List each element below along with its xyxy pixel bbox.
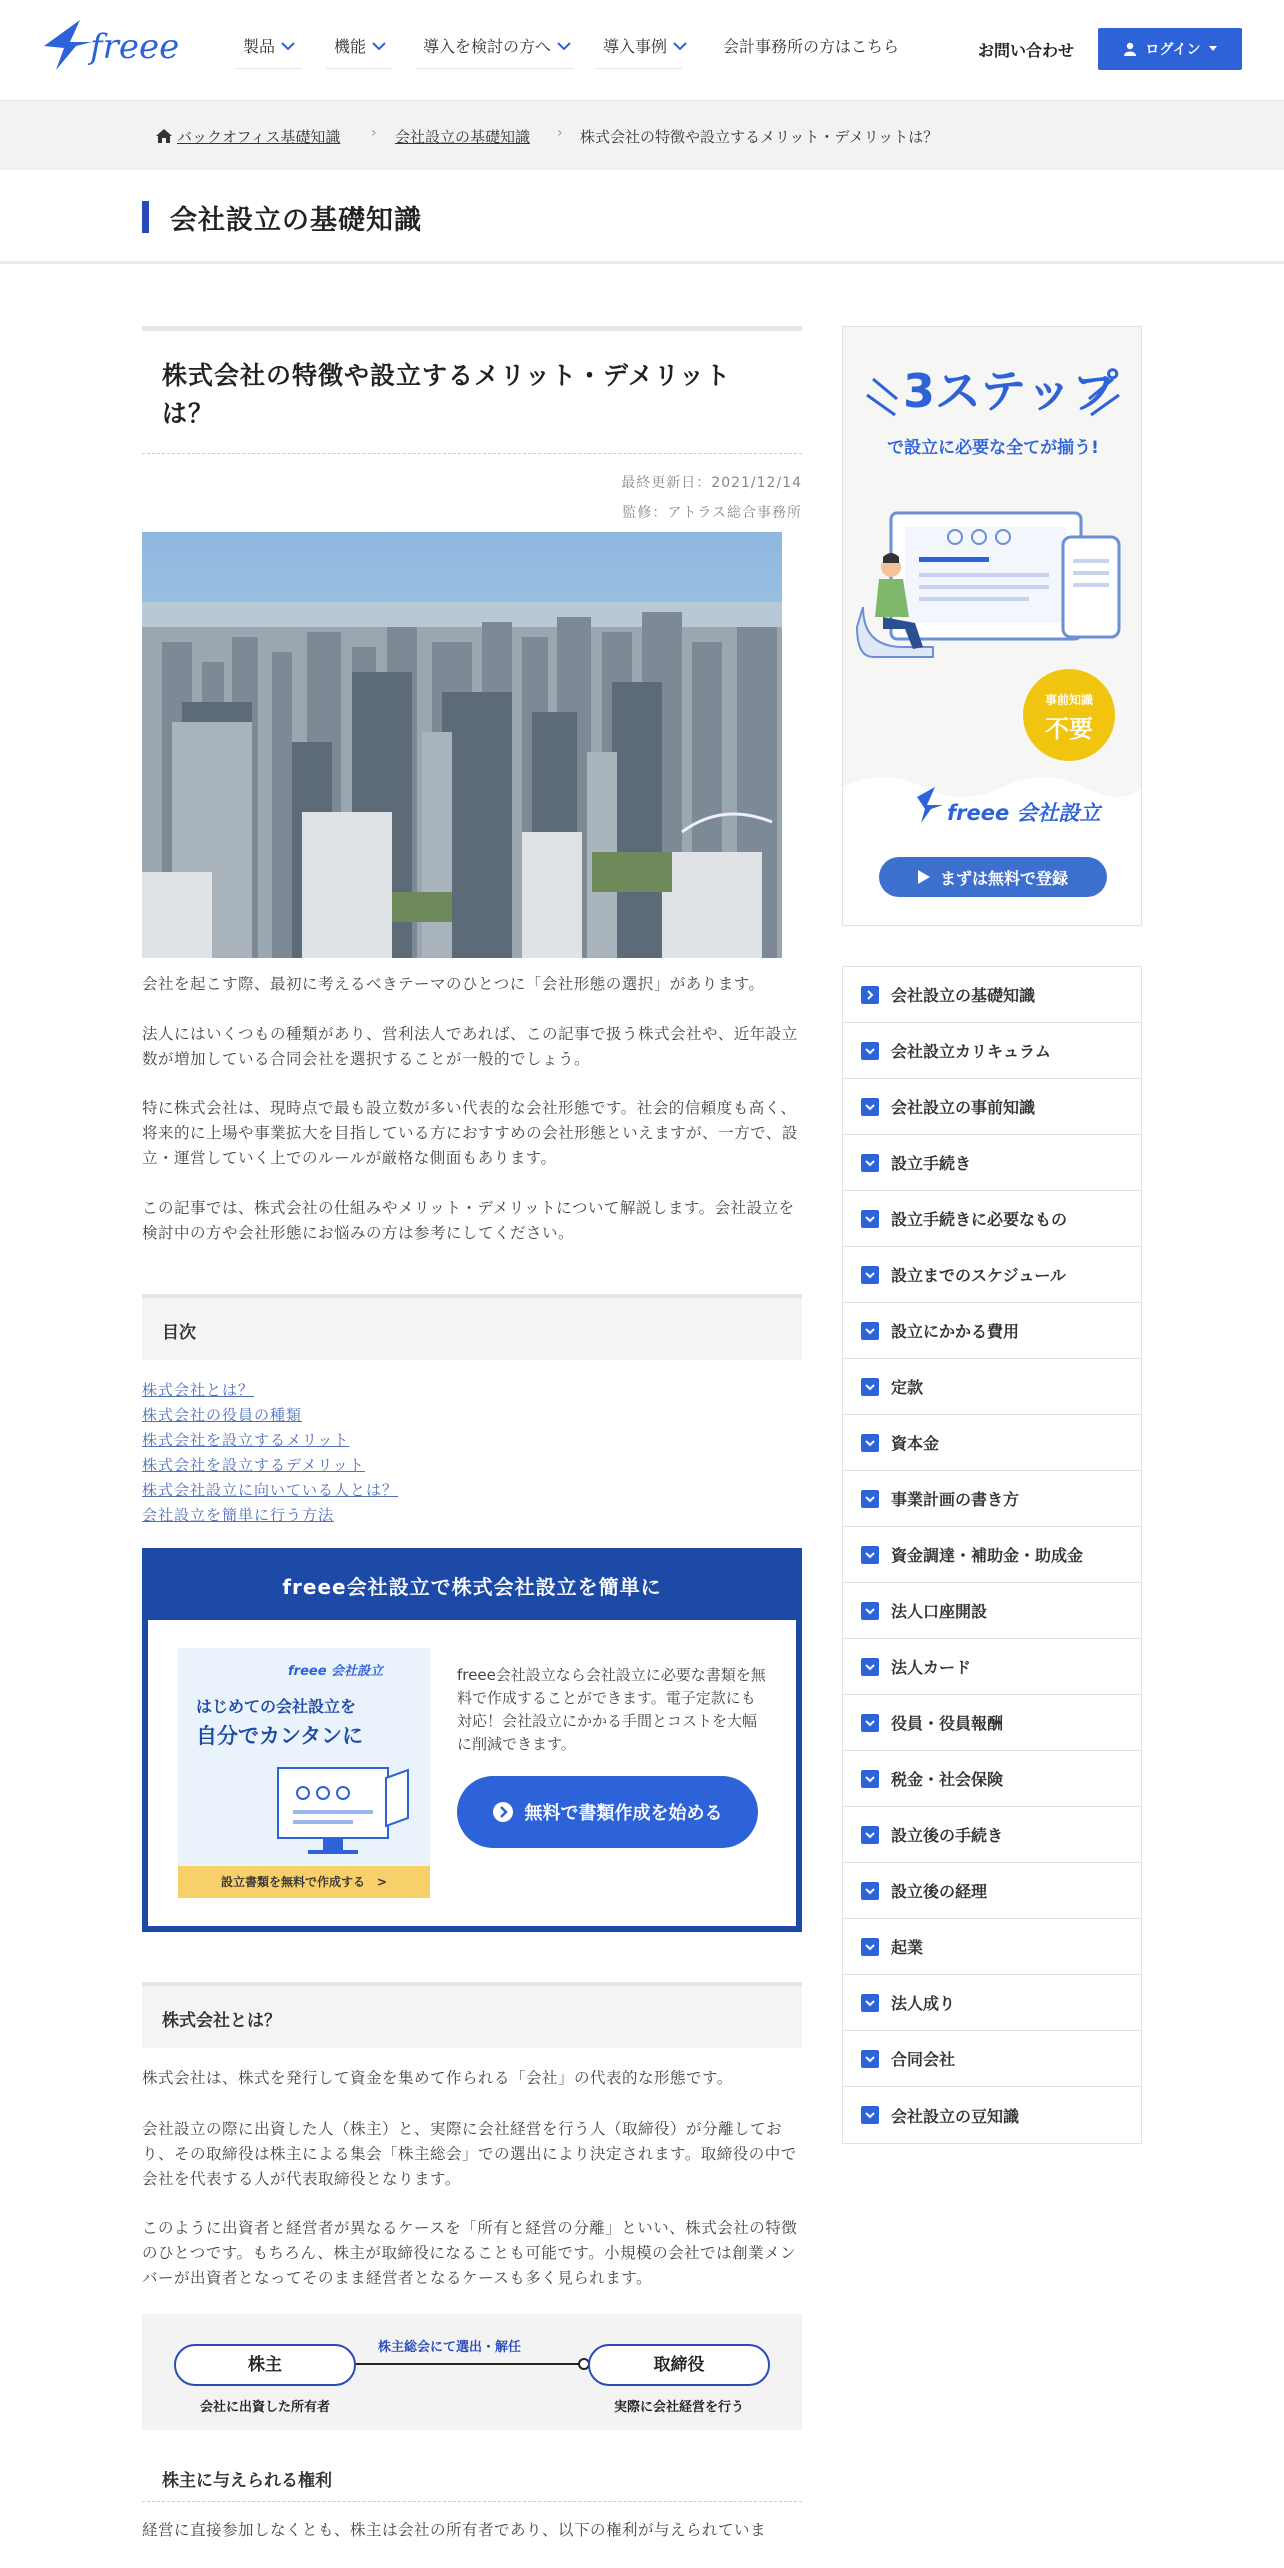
sidebar-menu-label: 役員・役員報酬 <box>891 1714 1004 1733</box>
body-paragraph: このように出資者と経営者が異なるケースを「所有と経営の分離」といい、株式会社の特徴のひとつです。もちろん、株主が取締役になることも可能です。小規模の会社では創業メンバーが出資者となってそのまま経営者となるケースも多く見られます。 <box>142 2219 798 2287</box>
toc-link[interactable]: 株式会社を設立するデメリット <box>142 1456 365 1474</box>
breadcrumb-current: 株式会社の特徴や設立するメリット・デメリットは？ <box>580 128 939 146</box>
intro-paragraph: 法人にはいくつもの種類があり、営利法人であれば、この記事で扱う株式会社や、近年設立数が増加している合同会社を選択することが一般的でしょう。 <box>142 1025 798 1068</box>
sidebar-menu-label: 合同会社 <box>891 2050 956 2069</box>
nav-cases[interactable] <box>603 34 687 57</box>
toc-link[interactable]: 株式会社とは？ <box>142 1381 255 1399</box>
chevron-down-icon <box>861 1826 879 1844</box>
sidebar-menu-label: 法人カード <box>891 1658 972 1677</box>
shareholder-caption: 会社に出資した所有者 <box>200 2400 331 2415</box>
sidebar-menu-item[interactable] <box>843 1695 1141 1751</box>
sidebar-menu-item[interactable] <box>843 1471 1141 1527</box>
article-title-box <box>142 326 802 454</box>
toc-link[interactable]: 会社設立を簡単に行う方法 <box>142 1506 335 1524</box>
chevron-down-icon <box>861 1770 879 1788</box>
body-paragraph: 会社設立の際に出資した人（株主）と、実際に会社経営を行う人（取締役）が分離しており、その取締役は株主による集会「株主総会」での選出により決定されます。取締役の中で会社を代表する人が代表取締役となります。 <box>142 2120 797 2188</box>
sidebar-menu-item[interactable] <box>843 2087 1141 2143</box>
article-title: 株式会社の特徴や設立するメリット・デメリットは？ <box>162 361 732 428</box>
sidebar-menu-label: 設立手続き <box>891 1154 972 1173</box>
connector-line <box>356 2354 592 2374</box>
nav-divider <box>596 68 682 69</box>
sidebar-menu-item[interactable] <box>843 2031 1141 2087</box>
nav-label: 導入を検討の方へ <box>423 37 552 56</box>
section-header <box>0 170 1284 264</box>
sidebar-menu-label: 会社設立の豆知識 <box>891 2106 1020 2126</box>
title-accent-bar <box>142 201 149 233</box>
nav-label: 会計事務所の方はこちら <box>723 37 900 56</box>
badge-small-text: 事前知識 <box>1044 693 1093 707</box>
cta-img-line1: はじめての会社設立を <box>196 1697 357 1716</box>
chevron-down-icon <box>861 1658 879 1676</box>
sidebar-menu-label: 事業計画の書き方 <box>891 1490 1020 1509</box>
sidebar-menu-item[interactable] <box>843 1751 1141 1807</box>
category-menu <box>842 966 1142 2144</box>
chevron-down-icon <box>861 1098 879 1116</box>
breadcrumb-backoffice[interactable]: バックオフィス基礎知識 <box>177 128 341 146</box>
body-paragraph: 株式会社は、株式を発行して資金を集めて作られる「会社」の代表的な形態です。 <box>142 2069 733 2087</box>
chevron-down-icon <box>861 1378 879 1396</box>
intro-paragraph: この記事では、株式会社の仕組みやメリット・デメリットについて解説します。会社設立を検討中の方や会社形態にお悩みの方は参考にしてください。 <box>142 1199 795 1242</box>
chevron-down-icon <box>861 1266 879 1284</box>
cta-description: freee会社設立なら会社設立に必要な書類を無料で作成することができます。電子定款にも対応！会社設立にかかる手間とコストを大幅に削減できます。 <box>457 1666 766 1753</box>
banner-brand: freee 会社設立 <box>947 801 1101 825</box>
nav-features[interactable] <box>334 34 386 57</box>
chevron-down-icon <box>861 1042 879 1060</box>
inquiry-link[interactable]: お問い合わせ <box>978 41 1075 60</box>
toc-link[interactable]: 株式会社の役員の種類 <box>142 1406 303 1424</box>
sidebar-menu-item[interactable] <box>843 1359 1141 1415</box>
chevron-down-icon <box>372 41 386 51</box>
sidebar-menu-label: 税金・社会保険 <box>891 1770 1004 1789</box>
nav-label: 機能 <box>334 37 367 56</box>
section-header <box>142 1982 802 2048</box>
chevron-right-icon <box>861 986 879 1004</box>
arrow-label: 株主総会にて選出・解任 <box>378 2340 522 2355</box>
sidebar-menu-label: 設立にかかる費用 <box>891 1322 1020 1341</box>
toc-title: 目次 <box>162 1323 196 1343</box>
caret-down-icon <box>1209 46 1217 52</box>
sidebar-menu-item[interactable] <box>843 1583 1141 1639</box>
supervisor: 監修：アトラス総合事務所 <box>622 505 802 521</box>
user-icon <box>1123 42 1137 56</box>
sidebar-menu-label: 設立までのスケジュール <box>891 1266 1067 1285</box>
svg-text:freee: freee <box>90 27 180 67</box>
freee-logo[interactable] <box>40 16 190 74</box>
subsection-header <box>142 2456 802 2502</box>
chevron-down-icon <box>861 2106 879 2124</box>
sidebar-menu-item[interactable] <box>843 1415 1141 1471</box>
cta-img-brand: freee 会社設立 <box>288 1664 384 1679</box>
sidebar-menu-label: 会社設立カリキュラム <box>891 1042 1051 1061</box>
chevron-down-icon <box>861 1154 879 1172</box>
sidebar-menu-item[interactable] <box>843 1191 1141 1247</box>
sidebar-menu-label: 設立後の経理 <box>891 1882 988 1901</box>
play-icon <box>918 870 930 884</box>
shareholder-box: 株主 <box>174 2344 356 2386</box>
toc-link[interactable]: 株式会社を設立するメリット <box>142 1431 350 1449</box>
updated-date: 最終更新日：2021/12/14 <box>621 475 802 491</box>
sidebar-menu-item[interactable] <box>843 1919 1141 1975</box>
section-title: 会社設立の基礎知識 <box>170 205 422 236</box>
register-free-button[interactable] <box>879 857 1107 897</box>
chevron-down-icon <box>861 1938 879 1956</box>
ownership-diagram <box>142 2314 802 2430</box>
section2-title: 株主に与えられる権利 <box>162 2471 332 2491</box>
chevron-down-icon <box>861 1434 879 1452</box>
computer-illustration <box>268 1758 418 1858</box>
sidebar-menu-label: 資金調達・補助金・助成金 <box>891 1546 1084 1565</box>
breadcrumb-company-setup[interactable]: 会社設立の基礎知識 <box>395 128 531 146</box>
sidebar-menu-item[interactable] <box>843 1247 1141 1303</box>
sidebar-menu-label: 設立後の手続き <box>891 1826 1004 1845</box>
sidebar-menu-item[interactable] <box>843 1079 1141 1135</box>
chevron-down-icon <box>861 1602 879 1620</box>
chevron-down-icon <box>281 41 295 51</box>
sidebar-menu-item[interactable] <box>843 1975 1141 2031</box>
director-caption: 実際に会社経営を行う <box>614 2400 745 2415</box>
sidebar-menu-item[interactable] <box>843 1303 1141 1359</box>
sidebar-menu-label: 起業 <box>891 1938 924 1957</box>
chevron-down-icon <box>861 1882 879 1900</box>
chevron-down-icon <box>861 2050 879 2068</box>
chevron-down-icon <box>557 41 571 51</box>
sidebar-menu-label: 法人口座開設 <box>891 1602 988 1621</box>
nav-products[interactable] <box>243 34 295 57</box>
breadcrumb-separator: › <box>557 125 563 141</box>
register-free-label: まずは無料で登録 <box>939 868 1068 888</box>
sidebar-menu-item[interactable] <box>843 1807 1141 1863</box>
sidebar-menu-label: 会社設立の事前知識 <box>891 1098 1036 1117</box>
nav-consider[interactable] <box>423 34 571 57</box>
nav-label: 製品 <box>243 37 276 56</box>
nav-accounting-firms[interactable] <box>723 34 899 57</box>
sidebar-menu-item[interactable] <box>843 1863 1141 1919</box>
nav-label: 導入事例 <box>603 37 668 56</box>
chevron-down-icon <box>861 1714 879 1732</box>
nav-divider <box>416 68 574 69</box>
chevron-down-icon <box>861 1210 879 1228</box>
section1-title: 株式会社とは？ <box>162 2011 281 2031</box>
login-button[interactable] <box>1098 28 1242 70</box>
badge-big-text: 不要 <box>1045 715 1093 743</box>
sidebar-menu-label: 設立手続きに必要なもの <box>891 1210 1068 1229</box>
cta-img-line2: 自分でカンタンに <box>196 1724 364 1748</box>
sidebar-menu-item[interactable] <box>843 1135 1141 1191</box>
start-free-button[interactable] <box>457 1776 758 1848</box>
sidebar-menu-item[interactable] <box>843 967 1141 1023</box>
chevron-down-icon <box>673 41 687 51</box>
sidebar-menu-item[interactable] <box>843 1527 1141 1583</box>
sidebar-menu-label: 法人成り <box>891 1994 956 2013</box>
home-icon <box>156 129 172 143</box>
three-step-banner[interactable] <box>842 326 1142 926</box>
chevron-down-icon <box>861 1490 879 1508</box>
body-paragraph: 経営に直接参加しなくとも、株主は会社の所有者であり、以下の権利が与えられていま <box>142 2521 767 2539</box>
director-box: 取締役 <box>588 2344 770 2386</box>
sidebar-menu-item[interactable] <box>843 1639 1141 1695</box>
intro-paragraph: 会社を起こす際、最初に考えるべきテーマのひとつに「会社形態の選択」があります。 <box>142 975 765 993</box>
breadcrumb <box>0 100 1284 170</box>
site-header <box>0 0 1284 100</box>
cta-promo-image[interactable] <box>178 1648 430 1898</box>
toc-link[interactable]: 株式会社設立に向いている人とは？ <box>142 1481 399 1499</box>
intro-paragraph: 特に株式会社は、現時点で最も設立数が多い代表的な会社形態です。社会的信頼度も高く、将来的に上場や事業拡大を目指している方におすすめの会社形態といえますが、一方で、設立・運営していく上でのルールが厳格な側面もあります。 <box>142 1099 798 1167</box>
sidebar-menu-label: 会社設立の基礎知識 <box>891 986 1036 1005</box>
start-free-label: 無料で書類作成を始める <box>524 1803 723 1824</box>
sidebar-menu-item[interactable] <box>843 1023 1141 1079</box>
sidebar-menu-label: 資本金 <box>891 1434 940 1453</box>
nav-divider <box>326 68 392 69</box>
cta-img-button[interactable]: 設立書類を無料で作成する > <box>178 1866 430 1898</box>
chevron-down-icon <box>861 1322 879 1340</box>
toc-header <box>142 1294 802 1360</box>
cta-box <box>142 1548 802 1932</box>
breadcrumb-separator: › <box>371 125 377 141</box>
arrow-circle-icon <box>493 1802 513 1822</box>
sidebar-menu-label: 定款 <box>891 1378 924 1397</box>
chevron-down-icon <box>861 1546 879 1564</box>
banner-headline: 3ステップ <box>903 364 1119 418</box>
cta-heading: freee会社設立で株式会社設立を簡単に <box>148 1554 796 1620</box>
chevron-down-icon <box>861 1994 879 2012</box>
banner-subtitle: で設立に必要な全てが揃う! <box>887 438 1099 458</box>
nav-divider <box>236 68 302 69</box>
login-label: ログイン <box>1145 42 1201 58</box>
tokyo-cityscape-photo <box>142 532 782 958</box>
